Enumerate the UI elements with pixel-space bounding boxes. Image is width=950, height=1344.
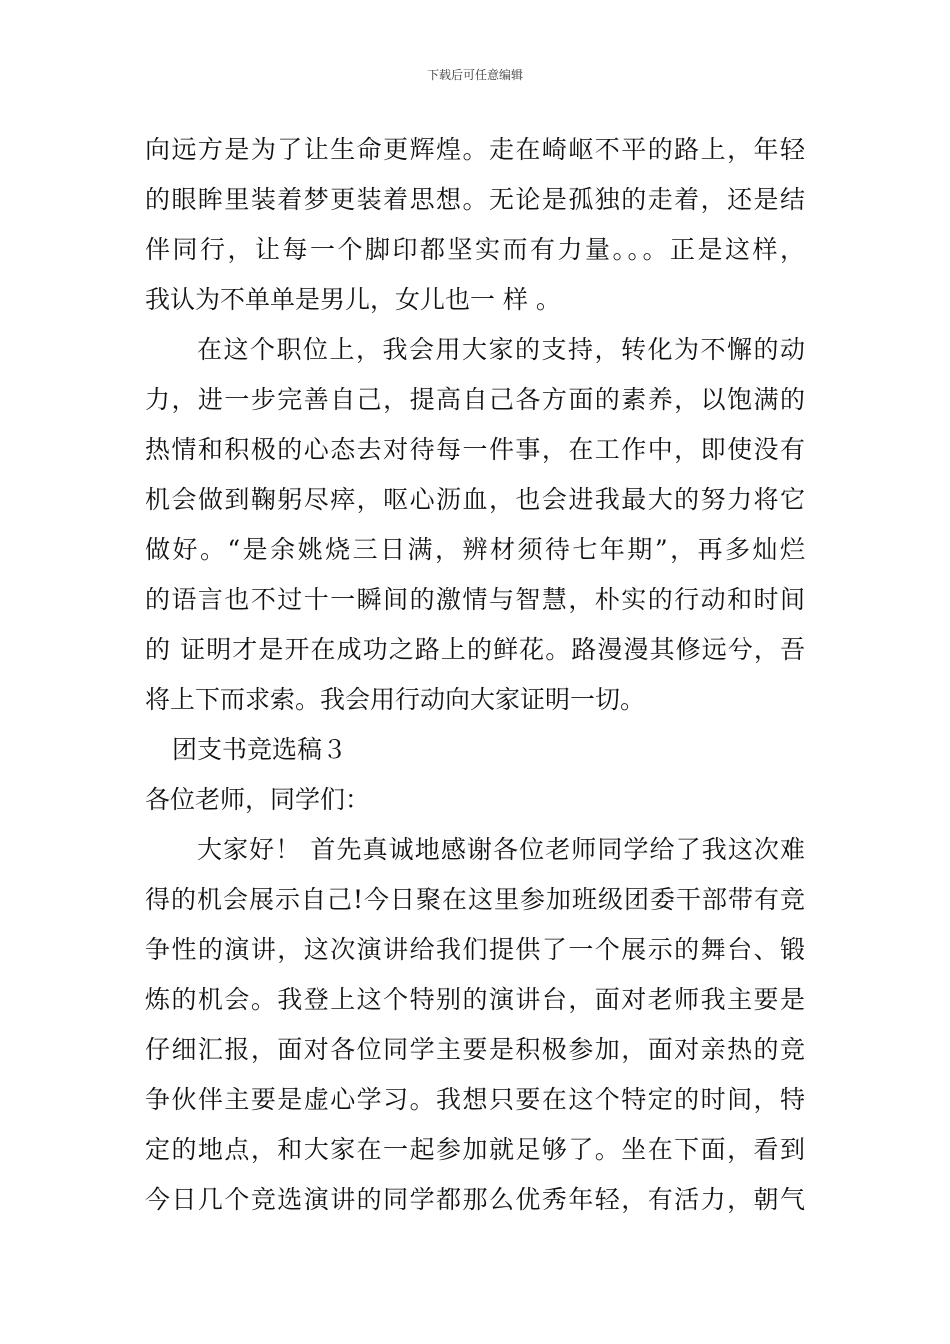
body-line: 定的地点，和大家在一起参加就足够了。坐在下面，看到 xyxy=(145,1135,805,1164)
body-line: 争性的演讲，这次演讲给我们提供了一个展示的舞台、锻 xyxy=(145,935,805,964)
body-line: 伴同行，让每一个脚印都坚实而有力量。。。正是这样， xyxy=(145,235,805,264)
section-heading: 团支书竞选稿３ xyxy=(172,735,348,764)
body-line: 做好。“是余姚烧三日满，辨材须待七年期”，再多灿烂 xyxy=(145,535,805,564)
page-header-note: 下载后可任意编辑 xyxy=(426,68,523,82)
body-line: 我认为不单单是男儿，女儿也一 样 。 xyxy=(145,285,561,314)
body-line: 的 证明才是开在成功之路上的鲜花。路漫漫其修远兮，吾 xyxy=(145,635,805,664)
body-line: 的眼眸里装着梦更装着思想。无论是孤独的走着，还是结 xyxy=(145,185,805,214)
body-line: 炼的机会。我登上这个特别的演讲台，面对老师我主要是 xyxy=(145,985,805,1014)
body-line: 向远方是为了让生命更辉煌。走在崎岖不平的路上，年轻 xyxy=(145,135,805,164)
body-line: 的语言也不过十一瞬间的激情与智慧，朴实的行动和时间 xyxy=(145,585,805,614)
body-line: 在这个职位上，我会用大家的支持，转化为不懈的动 xyxy=(197,335,805,364)
salutation: 各位老师，同学们： xyxy=(145,785,371,814)
body-line: 力，进一步完善自己，提高自己各方面的素养，以饱满的 xyxy=(145,385,805,414)
body-line: 将上下而求索。我会用行动向大家证明一切。 xyxy=(145,685,646,714)
body-line: 大家好！ 首先真诚地感谢各位老师同学给了我这次难 xyxy=(197,835,805,864)
body-line: 得的机会展示自己!今日聚在这里参加班级团委干部带有竞 xyxy=(145,885,805,914)
body-line: 机会做到鞠躬尽瘁，呕心沥血，也会进我最大的努力将它 xyxy=(145,485,805,514)
body-line: 仔细汇报，面对各位同学主要是积极参加，面对亲热的竞 xyxy=(145,1035,805,1064)
body-line: 争伙伴主要是虚心学习。我想只要在这个特定的时间，特 xyxy=(145,1085,805,1114)
body-line: 热情和积极的心态去对待每一件事，在工作中，即使没有 xyxy=(145,435,805,464)
body-line: 今日几个竞选演讲的同学都那么优秀年轻，有活力，朝气 xyxy=(145,1185,805,1214)
